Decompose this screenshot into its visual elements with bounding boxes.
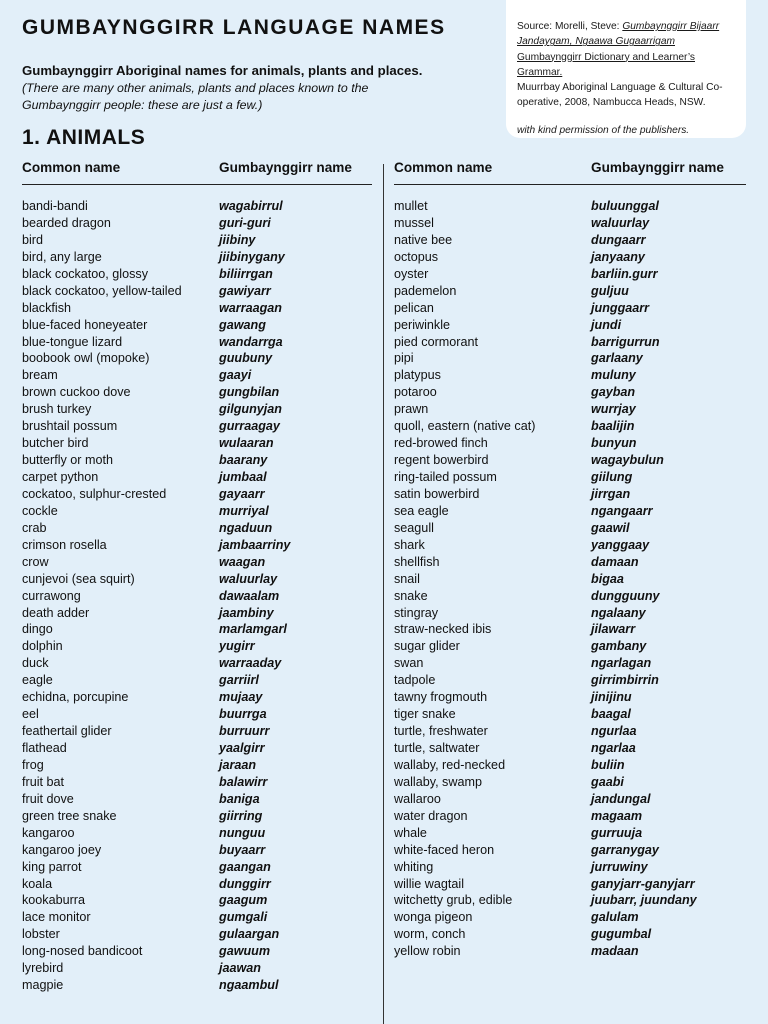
gumbaynggirr-name: muluny	[591, 368, 636, 383]
gumbaynggirr-name: gawuum	[219, 944, 271, 959]
gumbaynggirr-name: nunguu	[219, 825, 266, 840]
list-item	[394, 283, 746, 300]
list-item	[22, 503, 372, 520]
gumbaynggirr-name: dungguuny	[591, 588, 660, 603]
list-item	[22, 350, 372, 367]
list-item	[394, 384, 746, 401]
common-name: bearded dragon	[22, 215, 111, 230]
gumbaynggirr-name: jumbaal	[219, 470, 267, 484]
common-name: turtle, freshwater	[394, 724, 488, 739]
common-name: crow	[22, 554, 49, 569]
list-item	[394, 317, 746, 334]
gumbaynggirr-name: gaabi	[591, 774, 624, 789]
list-item	[394, 757, 746, 774]
common-name: dolphin	[22, 639, 63, 654]
common-name: kookaburra	[22, 893, 86, 908]
gumbaynggirr-name: jinijinu	[591, 690, 632, 705]
list-item	[394, 198, 746, 215]
list-item	[22, 435, 372, 452]
list-item	[22, 317, 372, 334]
list-item	[22, 537, 372, 554]
common-name: blackfish	[22, 300, 71, 315]
column-header-gumbaynggirr: Gumbaynggirr name	[591, 160, 724, 175]
common-name: worm, conch	[394, 927, 466, 942]
gumbaynggirr-name: waagan	[219, 554, 266, 569]
gumbaynggirr-name: baniga	[219, 791, 260, 806]
list-item	[394, 791, 746, 808]
list-item	[22, 486, 372, 503]
gumbaynggirr-name: dunggirr	[219, 876, 271, 891]
list-item	[394, 723, 746, 740]
list-item	[22, 418, 372, 435]
gumbaynggirr-name: yugirr	[219, 639, 255, 654]
gumbaynggirr-name: ngurlaa	[591, 724, 637, 739]
list-item	[394, 334, 746, 351]
gumbaynggirr-name: janyaany	[591, 249, 645, 264]
common-name: bird, any large	[22, 249, 102, 264]
gumbaynggirr-name: warraaday	[219, 656, 282, 671]
gumbaynggirr-name: waluurlay	[591, 215, 650, 230]
common-name: snake	[394, 588, 428, 603]
list-item	[22, 943, 372, 960]
list-item	[394, 554, 746, 571]
list-item	[22, 283, 372, 300]
common-name: dingo	[22, 622, 53, 637]
common-name: eel	[22, 707, 39, 722]
gumbaynggirr-name: giirring	[219, 808, 263, 823]
common-name: sea eagle	[394, 503, 449, 518]
common-name: magpie	[22, 978, 64, 993]
gumbaynggirr-name: wandarrga	[219, 334, 283, 349]
common-name: lobster	[22, 927, 60, 942]
common-name: blue-tongue lizard	[22, 334, 123, 349]
common-name: bandi-bandi	[22, 199, 88, 213]
list-item	[22, 892, 372, 909]
common-name: yellow robin	[394, 944, 461, 959]
common-name: tawny frogmouth	[394, 690, 488, 705]
list-item	[22, 791, 372, 808]
common-name: snail	[394, 571, 420, 586]
gumbaynggirr-name: gurruuja	[591, 825, 643, 840]
common-name: sugar glider	[394, 639, 460, 654]
list-item	[22, 774, 372, 791]
animal-list-right	[394, 198, 746, 960]
gumbaynggirr-name: wagaybulun	[591, 453, 664, 468]
page-title: GUMBAYNGGIRR LANGUAGE NAMES	[22, 16, 446, 39]
list-item	[394, 537, 746, 554]
gumbaynggirr-name: jiibiny	[219, 232, 256, 247]
gumbaynggirr-name: wurrjay	[591, 402, 636, 417]
list-item	[394, 486, 746, 503]
gumbaynggirr-name: gumgali	[219, 910, 268, 925]
section-heading: 1. ANIMALS	[22, 126, 146, 149]
common-name: shark	[394, 537, 425, 552]
gumbaynggirr-name: jiibinygany	[219, 249, 285, 264]
list-item	[22, 689, 372, 706]
gumbaynggirr-name: guubuny	[219, 351, 273, 366]
common-name: eagle	[22, 673, 53, 688]
list-item	[22, 740, 372, 757]
list-item	[22, 384, 372, 401]
common-name: straw-necked ibis	[394, 622, 492, 637]
gumbaynggirr-name: gaagum	[219, 893, 268, 908]
gumbaynggirr-name: girrimbirrin	[591, 673, 659, 688]
list-item	[394, 266, 746, 283]
common-name: octopus	[394, 249, 439, 264]
list-item	[394, 876, 746, 893]
list-item	[22, 808, 372, 825]
common-name: duck	[22, 656, 49, 671]
list-item	[394, 892, 746, 909]
common-name: king parrot	[22, 859, 82, 874]
list-item	[22, 469, 372, 486]
common-name: fruit bat	[22, 774, 64, 789]
list-item	[22, 300, 372, 317]
list-item	[22, 249, 372, 266]
source-book-subtitle: Gumbaynggirr Dictionary and Learner’s Grammar.	[517, 51, 695, 78]
common-name: turtle, saltwater	[394, 741, 480, 755]
list-item	[22, 926, 372, 943]
list-item	[394, 808, 746, 825]
gumbaynggirr-name: ngaduun	[219, 520, 273, 535]
gumbaynggirr-name: jundi	[591, 317, 622, 332]
list-item	[22, 621, 372, 638]
gumbaynggirr-name: bigaa	[591, 571, 624, 586]
gumbaynggirr-name: gayban	[591, 385, 636, 400]
common-name: ring-tailed possum	[394, 470, 497, 484]
gumbaynggirr-name: garranygay	[591, 842, 659, 857]
common-name: platypus	[394, 368, 441, 383]
gumbaynggirr-name: dungaarr	[591, 232, 646, 247]
column-header-common: Common name	[22, 160, 121, 175]
list-item	[394, 520, 746, 537]
gumbaynggirr-name: jaawan	[219, 961, 261, 976]
common-name: boobook owl (mopoke)	[22, 351, 150, 366]
list-item	[394, 249, 746, 266]
list-item	[22, 266, 372, 283]
common-name: lyrebird	[22, 961, 64, 976]
gumbaynggirr-name: mujaay	[219, 690, 263, 705]
list-item	[394, 435, 746, 452]
list-item	[22, 571, 372, 588]
gumbaynggirr-name: yaalgirr	[219, 741, 265, 755]
common-name: prawn	[394, 402, 429, 417]
list-item	[394, 672, 746, 689]
list-item	[22, 232, 372, 249]
gumbaynggirr-name: gaayi	[219, 368, 252, 383]
gumbaynggirr-name: guri-guri	[219, 215, 271, 230]
gumbaynggirr-name: ngarlaa	[591, 741, 636, 755]
gumbaynggirr-name: gulaargan	[219, 927, 280, 942]
list-item	[394, 909, 746, 926]
gumbaynggirr-name: buluunggal	[591, 199, 659, 213]
gumbaynggirr-name: gilgunyjan	[219, 402, 282, 417]
list-item	[394, 859, 746, 876]
common-name: oyster	[394, 266, 429, 281]
common-name: crab	[22, 520, 47, 535]
list-item	[22, 588, 372, 605]
common-name: willie wagtail	[394, 876, 464, 891]
common-name: kangaroo	[22, 825, 75, 840]
list-item	[394, 350, 746, 367]
list-item	[394, 215, 746, 232]
gumbaynggirr-name: gaangan	[219, 859, 271, 874]
gumbaynggirr-name: barrigurrun	[591, 334, 660, 349]
gumbaynggirr-name: madaan	[591, 944, 639, 959]
common-name: tadpole	[394, 673, 436, 688]
list-item	[394, 740, 746, 757]
common-name: periwinkle	[394, 317, 450, 332]
list-item	[22, 876, 372, 893]
common-name: pademelon	[394, 283, 457, 298]
animal-list-left	[22, 198, 372, 994]
common-name: cockle	[22, 503, 58, 518]
gumbaynggirr-name: gurraagay	[219, 419, 280, 434]
common-name: stingray	[394, 605, 439, 620]
column-header-left	[22, 160, 372, 185]
gumbaynggirr-name: junggaarr	[591, 300, 650, 315]
common-name: carpet python	[22, 470, 99, 484]
common-name: brown cuckoo dove	[22, 385, 131, 400]
list-item	[22, 706, 372, 723]
gumbaynggirr-name: balawirr	[219, 774, 268, 789]
list-item	[22, 605, 372, 622]
common-name: butterfly or moth	[22, 453, 113, 468]
common-name: wallaroo	[394, 791, 441, 806]
common-name: wallaby, red-necked	[394, 757, 506, 772]
common-name: native bee	[394, 232, 453, 247]
gumbaynggirr-name: gawang	[219, 317, 266, 332]
common-name: shellfish	[394, 554, 440, 569]
gumbaynggirr-name: ngaambul	[219, 978, 279, 993]
common-name: feathertail glider	[22, 724, 112, 739]
common-name: crimson rosella	[22, 537, 107, 552]
common-name: echidna, porcupine	[22, 690, 129, 705]
list-item	[22, 977, 372, 994]
list-item	[394, 774, 746, 791]
gumbaynggirr-name: guljuu	[591, 283, 629, 298]
gumbaynggirr-name: ganyjarr-ganyjarr	[591, 876, 695, 891]
list-item	[394, 926, 746, 943]
list-item	[22, 334, 372, 351]
gumbaynggirr-name: marlamgarl	[219, 622, 287, 637]
common-name: swan	[394, 656, 424, 671]
list-item	[394, 638, 746, 655]
gumbaynggirr-name: biliirrgan	[219, 266, 273, 281]
common-name: black cockatoo, yellow-tailed	[22, 283, 182, 298]
list-item	[394, 588, 746, 605]
common-name: frog	[22, 757, 44, 772]
common-name: cunjevoi (sea squirt)	[22, 571, 135, 586]
list-item	[22, 401, 372, 418]
gumbaynggirr-name: wagabirrul	[219, 199, 283, 213]
gumbaynggirr-name: barliin.gurr	[591, 266, 658, 281]
list-item	[394, 232, 746, 249]
gumbaynggirr-name: gungbilan	[219, 385, 280, 400]
gumbaynggirr-name: gawiyarr	[219, 283, 271, 298]
gumbaynggirr-name: wulaaran	[219, 436, 274, 451]
gumbaynggirr-name: jirrgan	[591, 486, 631, 501]
gumbaynggirr-name: murriyal	[219, 503, 269, 518]
list-item	[22, 367, 372, 384]
common-name: tiger snake	[394, 707, 456, 722]
common-name: quoll, eastern (native cat)	[394, 419, 536, 434]
list-item	[22, 909, 372, 926]
column-header-common: Common name	[394, 160, 493, 175]
list-item	[22, 554, 372, 571]
list-item	[22, 520, 372, 537]
list-item	[394, 943, 746, 960]
list-item	[22, 215, 372, 232]
list-item	[394, 418, 746, 435]
gumbaynggirr-name: jaambiny	[219, 605, 274, 620]
common-name: regent bowerbird	[394, 453, 489, 468]
list-item	[394, 825, 746, 842]
common-name: pelican	[394, 300, 434, 315]
source-permission: with kind permission of the publishers.	[517, 124, 690, 136]
gumbaynggirr-name: yanggaay	[591, 537, 650, 552]
gumbaynggirr-name: bunyun	[591, 436, 637, 451]
gumbaynggirr-name: gambany	[591, 639, 647, 654]
gumbaynggirr-name: gayaarr	[219, 486, 265, 501]
common-name: whiting	[394, 859, 434, 874]
common-name: lace monitor	[22, 910, 91, 925]
gumbaynggirr-name: ngalaany	[591, 605, 646, 620]
common-name: mullet	[394, 199, 428, 213]
common-name: red-browed finch	[394, 436, 488, 451]
list-item	[394, 706, 746, 723]
gumbaynggirr-name: damaan	[591, 554, 639, 569]
common-name: green tree snake	[22, 808, 117, 823]
list-item	[394, 367, 746, 384]
gumbaynggirr-name: jaraan	[219, 757, 257, 772]
gumbaynggirr-name: jandungal	[591, 791, 651, 806]
list-item	[394, 503, 746, 520]
common-name: kangaroo joey	[22, 842, 102, 857]
source-book-title: Gumbaynggirr Bijaarr Jandaygam, Ngaawa Gugaarrigam	[517, 21, 720, 48]
common-name: bream	[22, 368, 58, 383]
common-name: witchetty grub, edible	[394, 893, 513, 908]
gumbaynggirr-name: garlaany	[591, 351, 643, 366]
intro-heading: Gumbaynggirr Aboriginal names for animals, plants and places.	[22, 63, 423, 78]
gumbaynggirr-name: dawaalam	[219, 588, 280, 603]
gumbaynggirr-name: ngarlagan	[591, 656, 652, 671]
list-item	[394, 571, 746, 588]
common-name: pipi	[394, 351, 414, 366]
common-name: water dragon	[394, 808, 468, 823]
column-header-right	[394, 160, 746, 185]
list-item	[22, 723, 372, 740]
source-publisher: Muurrbay Aboriginal Language & Cultural Co-operative, 2008, Nambucca Heads, NSW.	[517, 82, 723, 109]
source-prefix: Source: Morelli, Steve:	[517, 21, 623, 32]
common-name: wallaby, swamp	[394, 774, 482, 789]
gumbaynggirr-name: galulam	[591, 910, 639, 925]
common-name: death adder	[22, 605, 90, 620]
common-name: currawong	[22, 588, 81, 603]
list-item	[394, 452, 746, 469]
gumbaynggirr-name: jurruwiny	[591, 859, 648, 874]
gumbaynggirr-name: buurrga	[219, 707, 267, 722]
gumbaynggirr-name: buliin	[591, 757, 625, 772]
list-item	[22, 859, 372, 876]
list-item	[22, 960, 372, 977]
list-item	[394, 469, 746, 486]
list-item	[394, 655, 746, 672]
gumbaynggirr-name: baarany	[219, 453, 268, 468]
common-name: black cockatoo, glossy	[22, 266, 148, 281]
common-name: long-nosed bandicoot	[22, 944, 143, 959]
gumbaynggirr-name: ngangaarr	[591, 503, 653, 518]
common-name: pied cormorant	[394, 334, 478, 349]
column-header-gumbaynggirr: Gumbaynggirr name	[219, 160, 352, 175]
list-item	[394, 605, 746, 622]
gumbaynggirr-name: juubarr, juundany	[591, 893, 697, 908]
common-name: butcher bird	[22, 436, 89, 451]
list-item	[22, 842, 372, 859]
gumbaynggirr-name: buyaarr	[219, 842, 266, 857]
gumbaynggirr-name: jilawarr	[591, 622, 636, 637]
list-item	[394, 300, 746, 317]
intro-note: (There are many other animals, plants and places known to the Gumbaynggirr people: these are just a few.)	[22, 81, 369, 112]
list-item	[22, 638, 372, 655]
list-item	[394, 689, 746, 706]
common-name: whale	[394, 825, 427, 840]
gumbaynggirr-name: burruurr	[219, 724, 270, 739]
common-name: fruit dove	[22, 791, 74, 806]
list-item	[22, 757, 372, 774]
common-name: seagull	[394, 520, 434, 535]
gumbaynggirr-name: gaawil	[591, 520, 630, 535]
common-name: bird	[22, 232, 43, 247]
source-citation-box	[506, 0, 746, 138]
list-item	[394, 401, 746, 418]
common-name: koala	[22, 876, 53, 891]
list-item	[22, 825, 372, 842]
list-item	[22, 198, 372, 215]
list-item	[394, 621, 746, 638]
gumbaynggirr-name: gugumbal	[591, 927, 652, 942]
common-name: blue-faced honeyeater	[22, 317, 148, 332]
gumbaynggirr-name: magaam	[591, 808, 643, 823]
common-name: white-faced heron	[394, 842, 495, 857]
common-name: flathead	[22, 741, 67, 755]
common-name: wonga pigeon	[394, 910, 473, 925]
gumbaynggirr-name: giilung	[591, 470, 633, 484]
list-item	[22, 452, 372, 469]
common-name: brush turkey	[22, 402, 92, 417]
common-name: brushtail possum	[22, 419, 118, 434]
gumbaynggirr-name: garriirl	[219, 673, 259, 688]
common-name: potaroo	[394, 385, 437, 400]
column-divider	[383, 164, 384, 1024]
gumbaynggirr-name: baagal	[591, 707, 631, 722]
gumbaynggirr-name: baalijin	[591, 419, 635, 434]
list-item	[22, 672, 372, 689]
gumbaynggirr-name: jambaarriny	[219, 537, 291, 552]
list-item	[394, 842, 746, 859]
common-name: cockatoo, sulphur-crested	[22, 486, 167, 501]
list-item	[22, 655, 372, 672]
gumbaynggirr-name: waluurlay	[219, 571, 278, 586]
common-name: mussel	[394, 215, 434, 230]
common-name: satin bowerbird	[394, 486, 480, 501]
gumbaynggirr-name: warraagan	[219, 300, 282, 315]
